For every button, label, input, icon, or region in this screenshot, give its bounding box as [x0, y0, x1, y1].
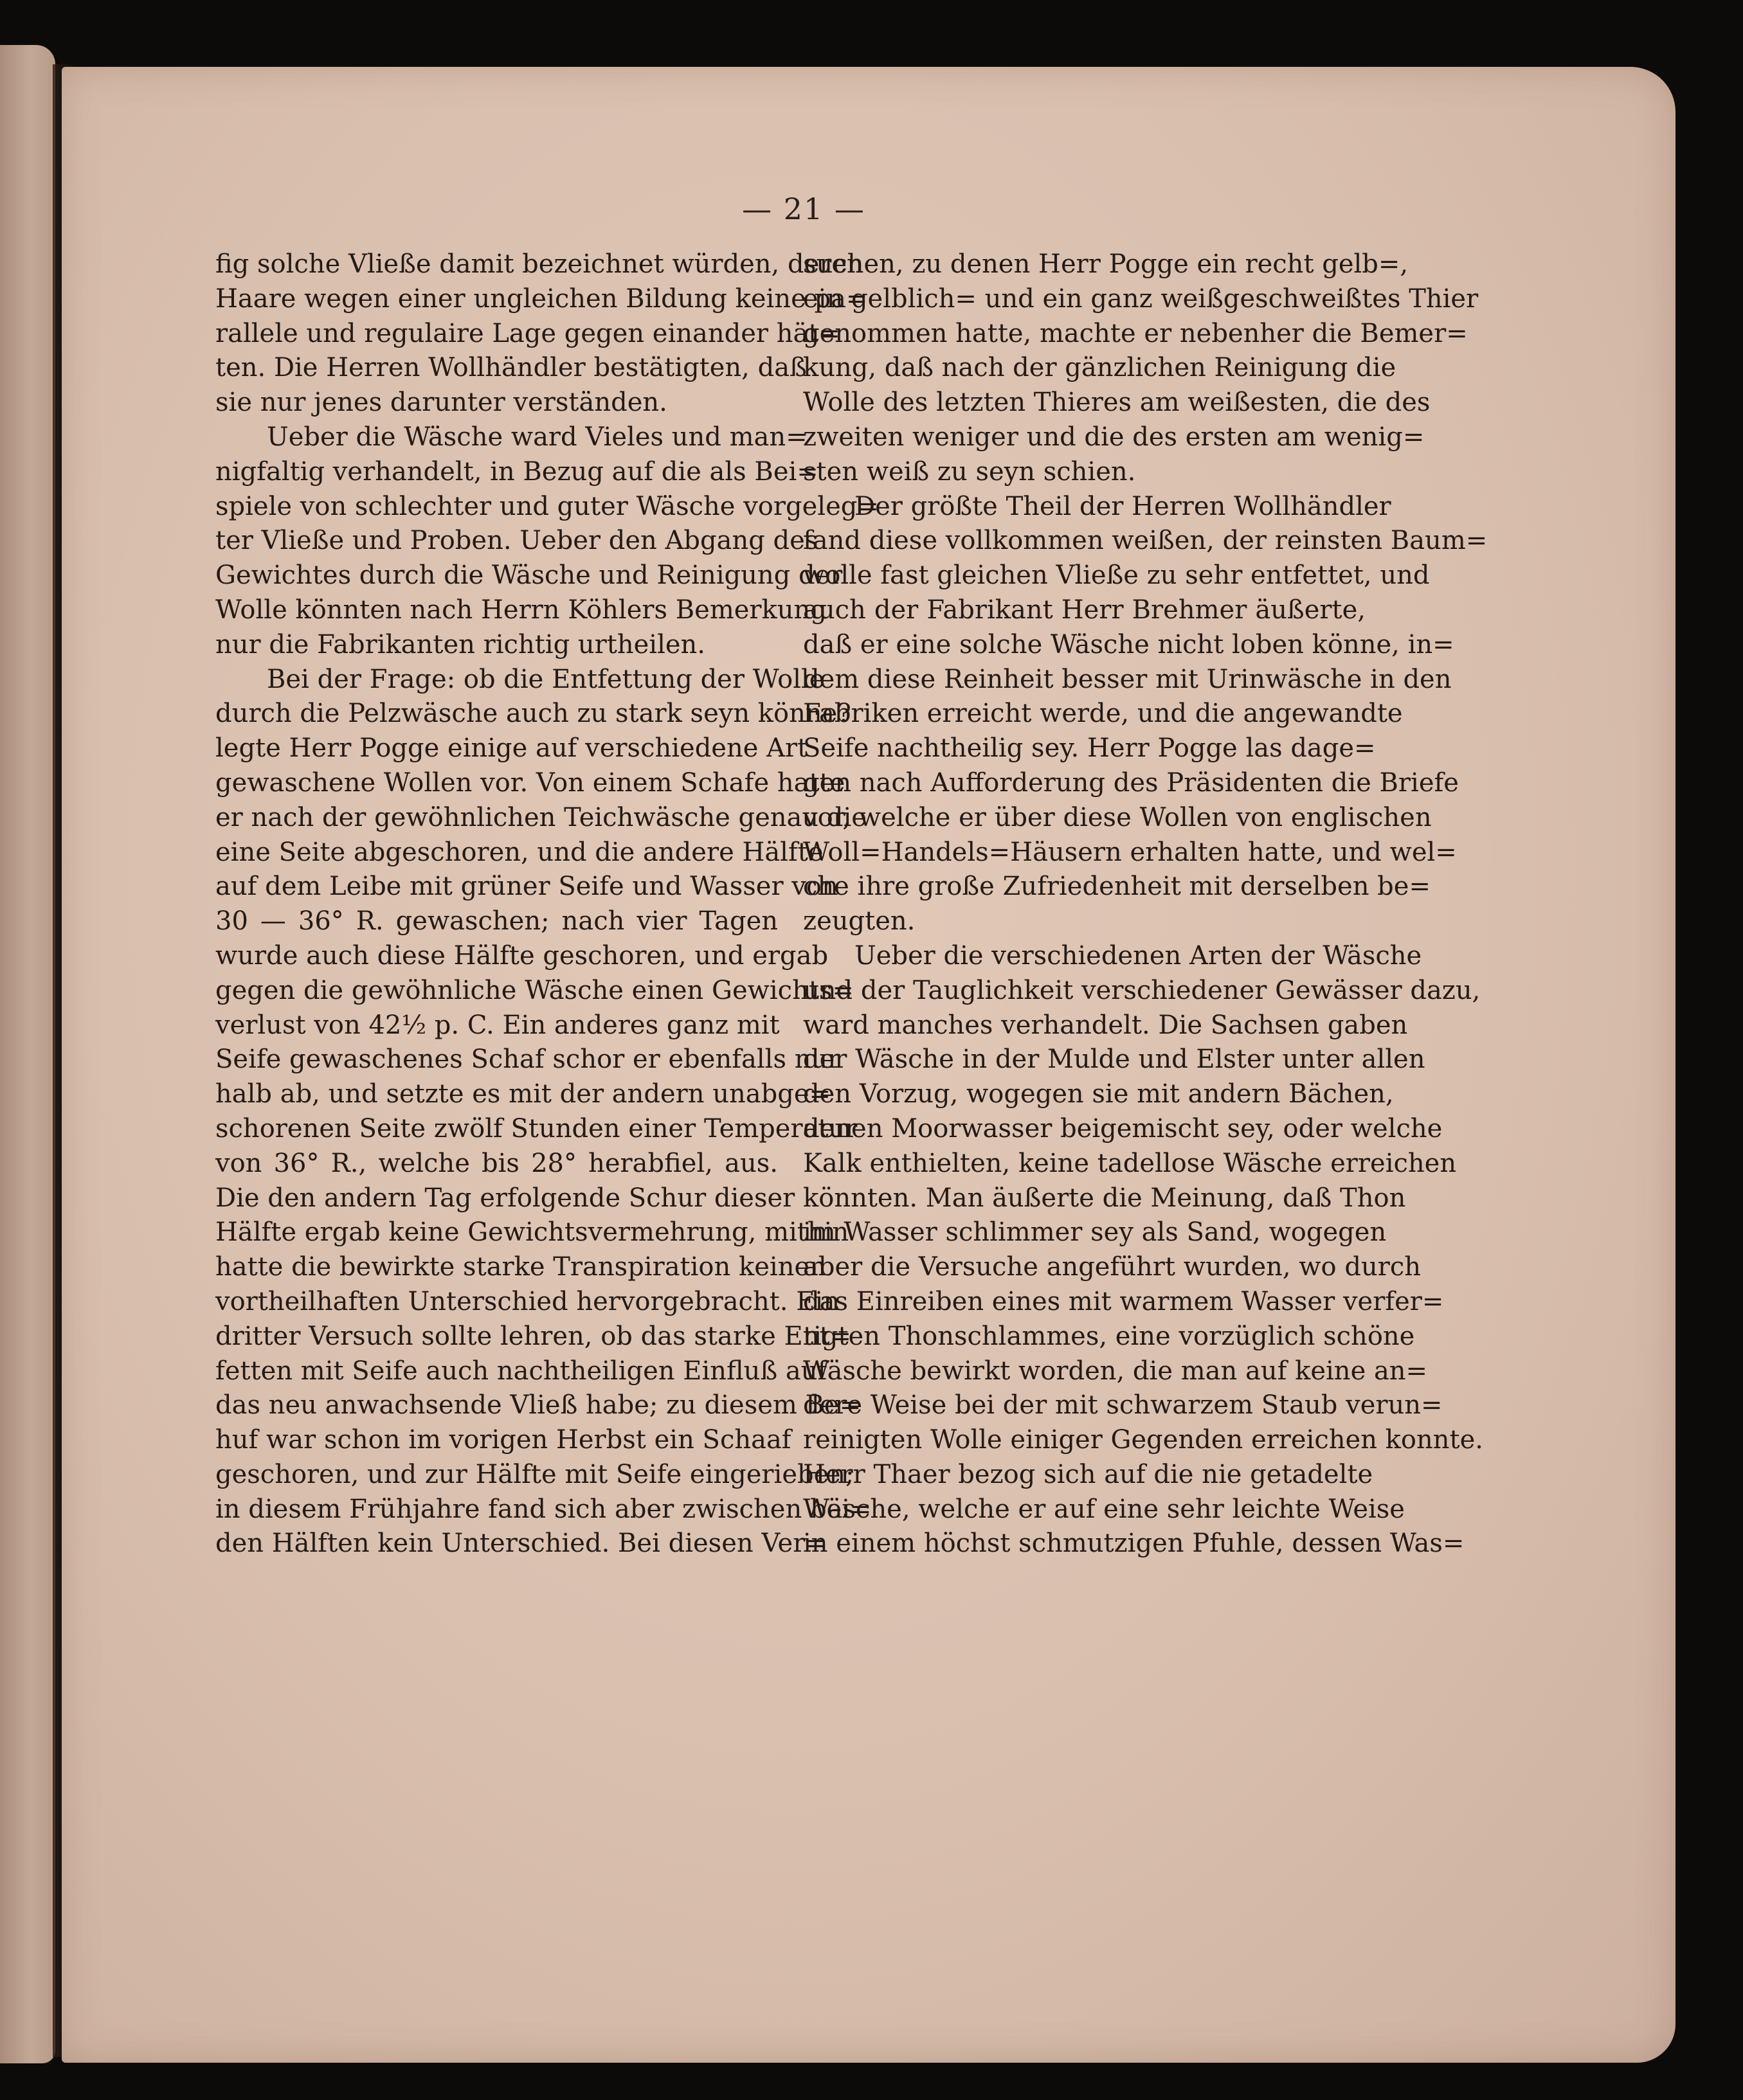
text-line: rallele und regulaire Lage gegen einander hät= — [215, 318, 840, 348]
text-line: hatte die bewirkte starke Transpiration keinen — [215, 1252, 826, 1282]
text-line: Kalk enthielten, keine tadellose Wäsche erreichen — [803, 1148, 1457, 1178]
text-line: ein gelblich= und ein ganz weißgeschweißtes Thier — [803, 283, 1479, 314]
text-line: kung, daß nach der gänzlichen Reinigung die — [803, 353, 1396, 383]
text-line: Fabriken erreicht werde, und die angewandte — [803, 699, 1403, 729]
text-line: fand diese vollkommen weißen, der reinsten Baum= — [803, 526, 1488, 556]
text-line: Hälfte ergab keine Gewichtsvermehrung, mithin — [215, 1217, 849, 1248]
text-line: fetten mit Seife auch nachtheiligen Einfluß auf — [215, 1356, 827, 1386]
text-column-right — [803, 247, 1488, 1561]
text-line: schorenen Seite zwölf Stunden einer Temperatur — [215, 1113, 858, 1144]
text-line: nigfaltig verhandelt, in Bezug auf die als Bei= — [215, 456, 818, 487]
text-line: reinigten Wolle einiger Gegenden erreichen konnte. — [803, 1425, 1483, 1455]
text-line: das Einreiben eines mit warmem Wasser verfer= — [803, 1286, 1444, 1316]
text-line: auf dem Leibe mit grüner Seife und Wasser von — [215, 872, 838, 902]
text-line: Wolle könnten nach Herrn Köhlers Bemerkung — [215, 595, 827, 625]
text-line: auch der Fabrikant Herr Brehmer äußerte, — [803, 595, 1366, 625]
text-line: er nach der gewöhnlichen Teichwäsche genau die — [215, 802, 867, 832]
text-line: suchen, zu denen Herr Pogge ein recht gelb=, — [803, 249, 1409, 279]
text-line: gewaschene Wollen vor. Von einem Schafe hatte — [215, 767, 845, 798]
text-line: spiele von schlechter und guter Wäsche vorgeleg= — [215, 491, 879, 521]
text-line: Der größte Theil der Herren Wollhändler — [854, 491, 1391, 521]
text-line: vortheilhaften Unterschied hervorgebracht. Ein — [215, 1286, 840, 1316]
text-line: wurde auch diese Hälfte geschoren, und ergab — [215, 940, 829, 971]
text-line: Wäsche bewirkt worden, die man auf keine an= — [803, 1356, 1428, 1386]
text-line: in einem höchst schmutzigen Pfuhle, dessen Was= — [803, 1529, 1465, 1559]
text-line: aber die Versuche angeführt wurden, wo durch — [803, 1252, 1421, 1282]
text-line: dere Weise bei der mit schwarzem Staub verun= — [803, 1390, 1443, 1421]
text-line: Ueber die Wäsche ward Vieles und man= — [267, 422, 808, 452]
text-line: Seife gewaschenes Schaf schor er ebenfalls nur — [215, 1045, 840, 1075]
text-line: der Wäsche in der Mulde und Elster unter allen — [803, 1045, 1425, 1075]
facing-page-edge — [0, 45, 55, 2063]
text-line: Haare wegen einer ungleichen Bildung keine pa= — [215, 283, 868, 314]
text-line: sten weiß zu seyn schien. — [803, 456, 1136, 487]
text-line: in diesem Frühjahre fand sich aber zwischen bei= — [215, 1494, 872, 1524]
text-line: tigten Thonschlammes, eine vorzüglich schöne — [803, 1321, 1415, 1351]
text-line: zweiten weniger und die des ersten am wenig= — [803, 422, 1425, 452]
text-line: eine Seite abgeschoren, und die andere Hälfte — [215, 837, 824, 867]
text-line: Wäsche, welche er auf eine sehr leichte Weise — [803, 1494, 1405, 1524]
text-line: ter Vließe und Proben. Ueber den Abgang des — [215, 526, 818, 556]
text-line: den Vorzug, wogegen sie mit andern Bächen, — [803, 1079, 1394, 1109]
text-line: wolle fast gleichen Vließe zu sehr entfettet, und — [803, 561, 1430, 591]
text-line: könnten. Man äußerte die Meinung, daß Thon — [803, 1183, 1406, 1213]
text-line: gen nach Aufforderung des Präsidenten die Briefe — [803, 767, 1459, 798]
text-line: gegen die gewöhnliche Wäsche einen Gewichts= — [215, 975, 854, 1005]
text-line: daß er eine solche Wäsche nicht loben könne, in= — [803, 629, 1454, 660]
text-line: ten. Die Herren Wollhändler bestätigten, daß — [215, 353, 807, 383]
text-line: Wolle des letzten Thieres am weißesten, die des — [803, 388, 1431, 418]
text-line: 30 — 36° R. gewaschen; nach vier Tagen — [215, 906, 778, 937]
text-line: sie nur jenes darunter verständen. — [215, 388, 667, 418]
text-line: durch die Pelzwäsche auch zu stark seyn könne? — [215, 699, 851, 729]
text-line: fig solche Vließe damit bezeichnet würden, deren — [215, 249, 863, 279]
text-line: Herr Thaer bezog sich auf die nie getadelte — [803, 1459, 1373, 1489]
text-line: nur die Fabrikanten richtig urtheilen. — [215, 629, 706, 660]
text-line: verlust von 42½ p. C. Ein anderes ganz mit — [215, 1010, 780, 1040]
text-line: geschoren, und zur Hälfte mit Seife eingerieben; — [215, 1459, 854, 1489]
text-line: huf war schon im vorigen Herbst ein Schaaf — [215, 1425, 791, 1455]
text-line: genommen hatte, machte er nebenher die Bemer= — [803, 318, 1468, 348]
text-line: das neu anwachsende Vließ habe; zu diesem Be= — [215, 1390, 862, 1421]
text-line: legte Herr Pogge einige auf verschiedene Art — [215, 733, 808, 764]
text-line: im Wasser schlimmer sey als Sand, wogegen — [803, 1217, 1387, 1248]
text-line: Bei der Frage: ob die Entfettung der Wolle — [267, 664, 825, 694]
text-line: vor, welche er über diese Wollen von englischen — [803, 802, 1432, 832]
text-line: Die den andern Tag erfolgende Schur dieser — [215, 1183, 795, 1213]
text-line: dritter Versuch sollte lehren, ob das starke Ent= — [215, 1321, 852, 1351]
text-line: von 36° R., welche bis 28° herabfiel, aus. — [215, 1148, 778, 1178]
text-line: Ueber die verschiedenen Arten der Wäsche — [854, 940, 1422, 971]
text-line: halb ab, und setzte es mit der andern unabge= — [215, 1079, 831, 1109]
text-line: dem diese Reinheit besser mit Urinwäsche in den — [803, 664, 1452, 694]
text-line: zeugten. — [803, 906, 916, 937]
text-line: den Hälften kein Unterschied. Bei diesen Ver= — [215, 1529, 827, 1559]
text-line: Seife nachtheilig sey. Herr Pogge las dage= — [803, 733, 1376, 764]
page-number: — 21 — — [742, 192, 865, 226]
text-line: und der Tauglichkeit verschiedener Gewässer dazu, — [803, 975, 1481, 1005]
text-line: denen Moorwasser beigemischt sey, oder welche — [803, 1113, 1443, 1144]
text-line: che ihre große Zufriedenheit mit derselben be= — [803, 872, 1431, 902]
text-line: Woll=Handels=Häusern erhalten hatte, und wel= — [803, 837, 1457, 867]
text-line: Gewichtes durch die Wäsche und Reinigung der — [215, 561, 843, 591]
text-line: ward manches verhandelt. Die Sachsen gaben — [803, 1010, 1408, 1040]
